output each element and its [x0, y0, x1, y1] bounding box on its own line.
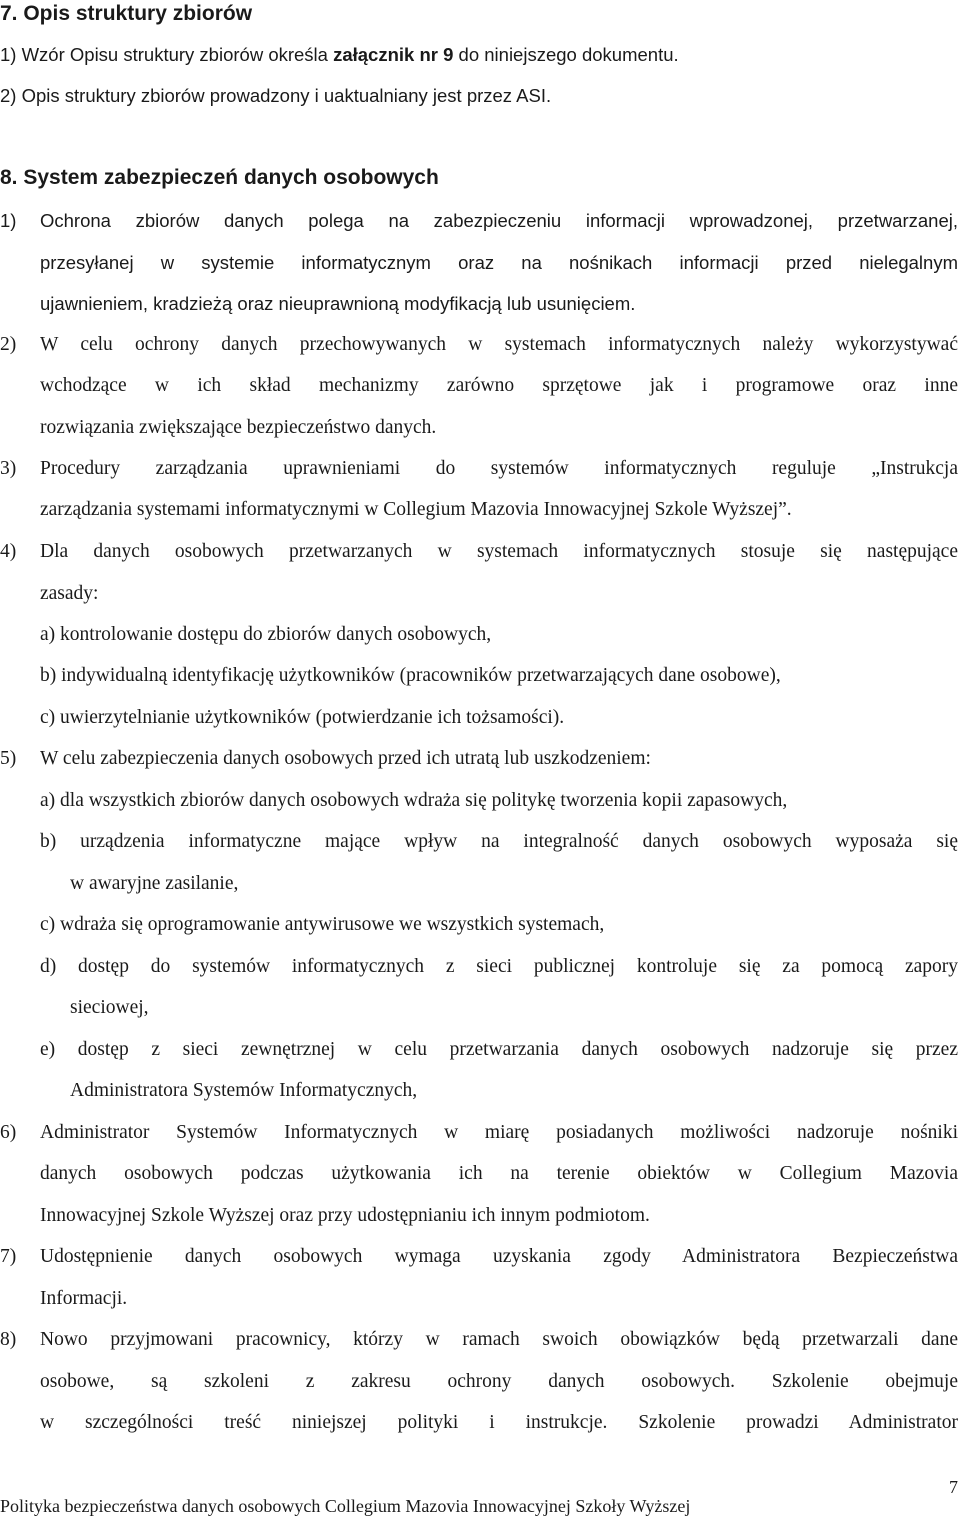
p6-line-3: Innowacyjnej Szkole Wyższej oraz przy udostępnianiu ich innym podmiotom. — [40, 1205, 650, 1226]
p4-item-c: c) uwierzytelnianie użytkowników (potwierdzanie ich tożsamości). — [40, 707, 565, 728]
p4-number: 4) — [0, 541, 17, 562]
p5-item-b-line-1: b) urządzenia informatyczne mające wpływ na integralność danych osobowych wyposaża się — [40, 831, 958, 852]
p1-line-3: ujawnieniem, kradzieżą oraz nieuprawnioną modyfikacją lub usunięciem. — [40, 293, 636, 314]
p6-number: 6) — [0, 1122, 17, 1143]
p3-line-1: Procedury zarządzania uprawnieniami do systemów informatycznych reguluje „Instrukcja — [40, 458, 958, 479]
p7-line-2: Informacji. — [40, 1288, 128, 1309]
footer-text: Polityka bezpieczeństwa danych osobowych Collegium Mazovia Innowacyjnej Szkoły Wyższej — [0, 1496, 691, 1516]
p6-line-1: Administrator Systemów Informatycznych w miarę posiadanych możliwości nadzoruje nośniki — [40, 1122, 958, 1143]
p8-number: 8) — [0, 1329, 17, 1350]
p7-number: 7) — [0, 1246, 17, 1267]
section-7-item-2: 2) Opis struktury zbiorów prowadzony i uaktualniany jest przez ASI. — [0, 85, 552, 106]
p5-number: 5) — [0, 748, 17, 769]
item-1-suffix: do niniejszego dokumentu. — [453, 44, 679, 65]
p5-item-d-line-1: d) dostęp do systemów informatycznych z sieci publicznej kontroluje się za pomocą zapory — [40, 956, 958, 977]
p3-number: 3) — [0, 458, 17, 479]
p5-item-e-line-1: e) dostęp z sieci zewnętrznej w celu przetwarzania danych osobowych nadzoruje się przez — [40, 1039, 958, 1060]
p5-item-b-line-2: w awaryjne zasilanie, — [70, 873, 239, 894]
section-8-heading: 8. System zabezpieczeń danych osobowych — [0, 166, 439, 189]
p4-line-2: zasady: — [40, 583, 99, 604]
p2-number: 2) — [0, 334, 17, 355]
p1-line-2: przesyłanej w systemie informatycznym oraz na nośnikach informacji przed nielegalnym — [40, 252, 958, 273]
p5-item-e-line-2: Administratora Systemów Informatycznych, — [70, 1080, 418, 1101]
section-7-item-1 — [0, 44, 679, 66]
p8-line-3: w szczególności treść niniejszej polityki i instrukcje. Szkolenie prowadzi Administrator — [40, 1412, 958, 1433]
p2-line-3: rozwiązania zwiększające bezpieczeństwo danych. — [40, 417, 437, 438]
p5-item-a: a) dla wszystkich zbiorów danych osobowych wdraża się politykę tworzenia kopii zapasowych, — [40, 790, 788, 811]
p6-line-2: danych osobowych podczas użytkowania ich na terenie obiektów w Collegium Mazovia — [40, 1163, 958, 1184]
p1-number: 1) — [0, 210, 17, 231]
p3-line-2: zarządzania systemami informatycznymi w Collegium Mazovia Innowacyjnej Szkole Wyższej”. — [40, 499, 792, 520]
item-1-text: 1) Wzór Opisu struktury zbiorów określa — [0, 44, 334, 65]
p8-line-1: Nowo przyjmowani pracownicy, którzy w ramach swoich obowiązków będą przetwarzali dane — [40, 1329, 958, 1350]
p5-line-1: W celu zabezpieczenia danych osobowych przed ich utratą lub uszkodzeniem: — [40, 748, 651, 769]
p7-line-1: Udostępnienie danych osobowych wymaga uzyskania zgody Administratora Bezpieczeństwa — [40, 1246, 958, 1267]
p1-line-1: Ochrona zbiorów danych polega na zabezpieczeniu informacji wprowadzonej, przetwarzanej, — [40, 210, 958, 231]
p2-line-1: W celu ochrony danych przechowywanych w systemach informatycznych należy wykorzystywać — [40, 334, 958, 355]
item-1-bold: załącznik nr 9 — [333, 44, 454, 65]
p5-item-c: c) wdraża się oprogramowanie antywirusowe we wszystkich systemach, — [40, 914, 605, 935]
section-7-heading: 7. Opis struktury zbiorów — [0, 2, 253, 25]
p4-item-b: b) indywidualną identyfikację użytkowników (pracowników przetwarzających dane osobowe), — [40, 665, 781, 686]
p4-line-1: Dla danych osobowych przetwarzanych w systemach informatycznych stosuje się następujące — [40, 541, 958, 562]
p2-line-2: wchodzące w ich skład mechanizmy zarówno sprzętowe jak i programowe oraz inne — [40, 375, 958, 396]
p5-item-d-line-2: sieciowej, — [70, 997, 149, 1018]
p8-line-2: osobowe, są szkoleni z zakresu ochrony danych osobowych. Szkolenie obejmuje — [40, 1371, 958, 1392]
p4-item-a: a) kontrolowanie dostępu do zbiorów danych osobowych, — [40, 624, 492, 645]
page-number: 7 — [949, 1477, 958, 1497]
